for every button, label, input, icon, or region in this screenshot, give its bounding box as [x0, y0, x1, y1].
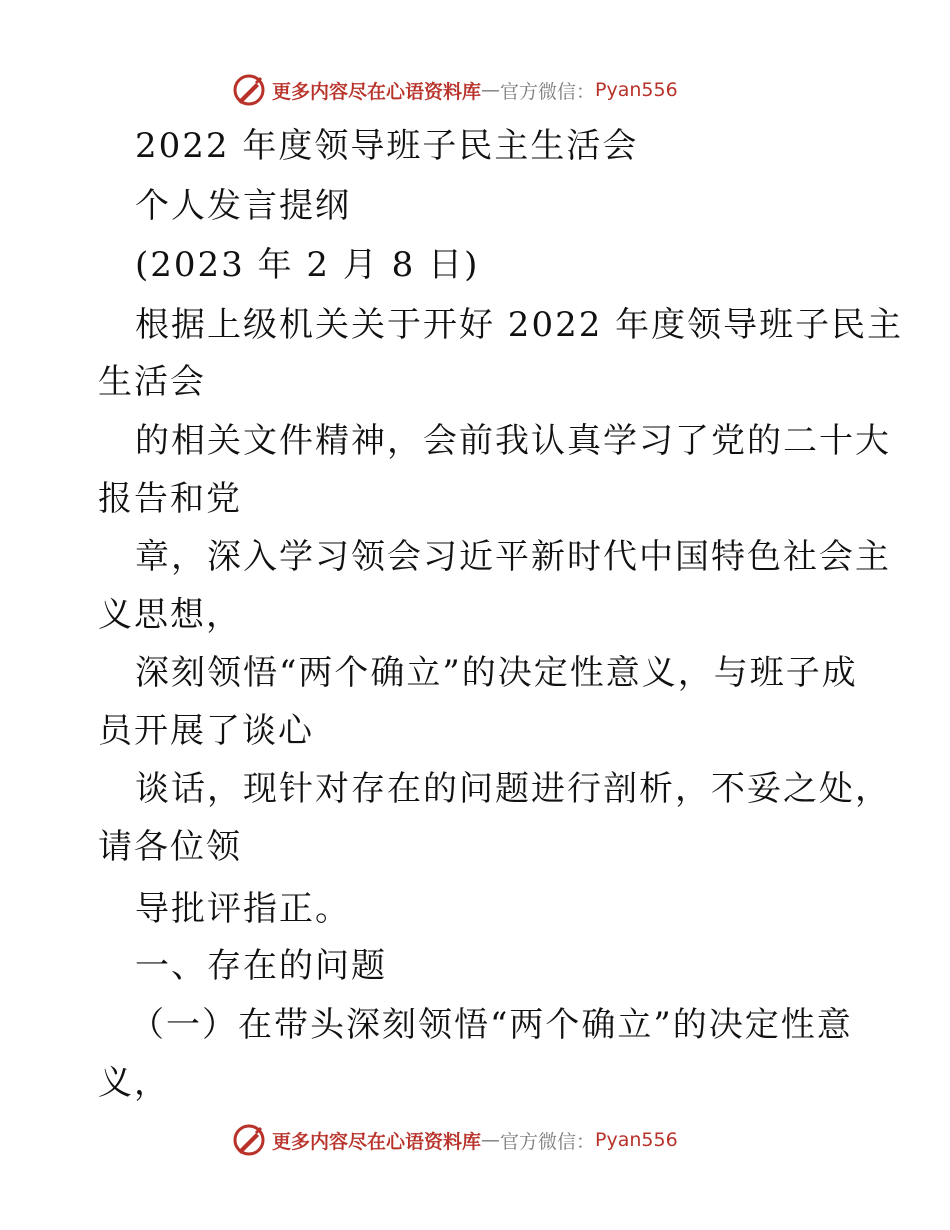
watermark-header — [232, 72, 678, 108]
watermark-main-text: 更多内容尽在心语资料库 — [272, 80, 482, 103]
watermark-main-text: 更多内容尽在心语资料库 — [272, 1130, 482, 1153]
watermark-dash: — — [481, 79, 501, 101]
doc-text-line: 报告和党 — [98, 479, 242, 519]
doc-text-line: 请各位领 — [98, 827, 242, 867]
watermark-footer — [232, 1122, 678, 1158]
doc-text-line: 员开展了谈心 — [98, 711, 314, 751]
doc-text-line: 深刻领悟“两个确立”的决定性意义，与班子成 — [135, 653, 858, 693]
doc-subtitle-line: 个人发言提纲 — [135, 186, 351, 226]
doc-subsection-heading: （一）在带头深刻领悟“两个确立”的决定性意 — [130, 1005, 853, 1045]
doc-text-line: 根据上级机关关于开好 2022 年度领导班子民主 — [135, 305, 904, 345]
doc-date-line: (2023 年 2 月 8 日) — [135, 245, 480, 285]
doc-text-line: 义思想， — [98, 595, 242, 635]
doc-text-line: 生活会 — [98, 362, 206, 402]
pen-logo-icon — [232, 73, 266, 107]
watermark-label: 官方微信： — [500, 1130, 596, 1153]
doc-text-line: 导批评指正。 — [135, 889, 351, 929]
watermark-wechat-id: Pyan556 — [595, 79, 678, 101]
doc-section-heading: 一、存在的问题 — [135, 946, 387, 986]
watermark-dash: — — [481, 1129, 501, 1151]
doc-text-line: 的相关文件精神，会前我认真学习了党的二十大 — [135, 421, 891, 461]
watermark-wechat-id: Pyan556 — [595, 1129, 678, 1151]
doc-title-line: 2022 年度领导班子民主生活会 — [135, 126, 639, 166]
pen-logo-icon — [232, 1123, 266, 1157]
doc-text-line: 义， — [98, 1063, 170, 1103]
doc-text-line: 谈话，现针对存在的问题进行剖析，不妥之处， — [135, 769, 891, 809]
watermark-label: 官方微信： — [500, 80, 596, 103]
doc-text-line: 章，深入学习领会习近平新时代中国特色社会主 — [135, 537, 891, 577]
